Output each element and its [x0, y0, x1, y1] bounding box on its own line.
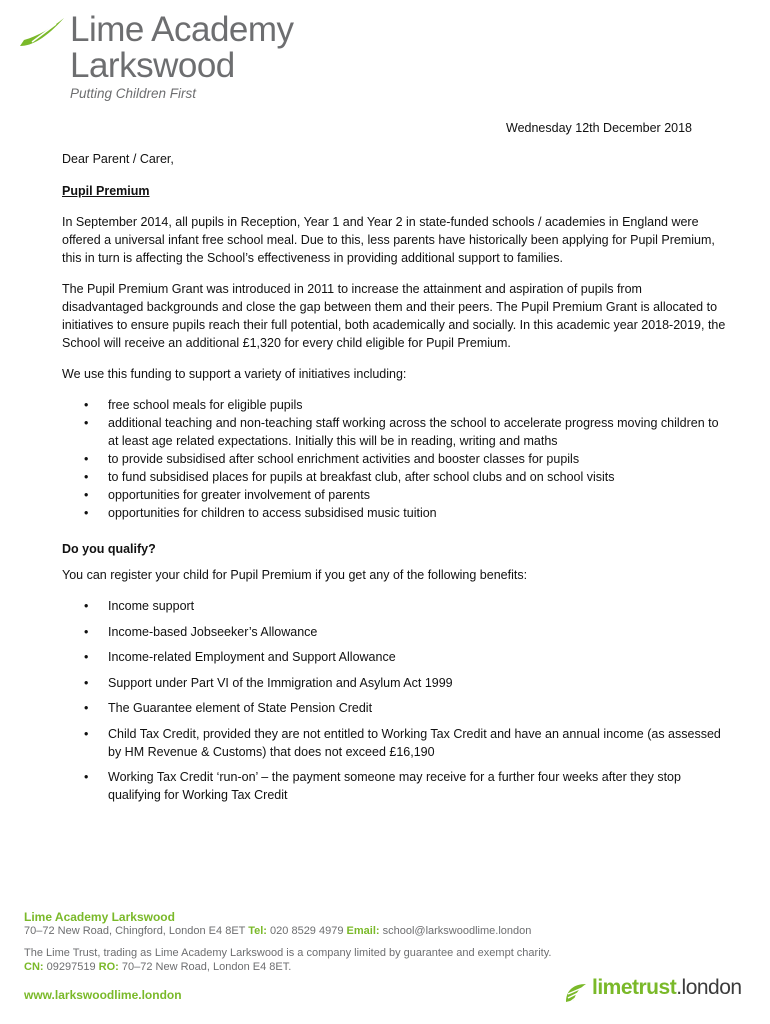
- limetrust-swirl-icon: [562, 980, 588, 1006]
- footer-ro-label: RO:: [98, 961, 119, 973]
- footer-contact-line: [24, 924, 764, 938]
- footer-website-link[interactable]: www.larkswoodlime.london: [24, 988, 182, 1002]
- list-item: • opportunities for greater involvement of parents: [62, 486, 726, 504]
- footer-tel: 020 8529 4979: [270, 925, 344, 937]
- limetrust-wordmark-suffix: .london: [676, 976, 742, 999]
- footer-registration-line: [24, 960, 764, 974]
- footer-ro: 70–72 New Road, London E4 8ET.: [121, 961, 292, 973]
- list-item: • Income-related Employment and Support Allowance: [62, 648, 726, 666]
- school-tagline: Putting Children First: [70, 86, 197, 101]
- letterhead: [18, 10, 358, 110]
- letter-date: Wednesday 12th December 2018: [506, 121, 692, 135]
- list-item: • to fund subsidised places for pupils at breakfast club, after school clubs and on school visits: [62, 468, 726, 486]
- footer-email-label: Email:: [346, 925, 380, 937]
- initiatives-list: [62, 396, 726, 522]
- footer-cn-label: CN:: [24, 961, 44, 973]
- list-item: • Support under Part VI of the Immigration and Asylum Act 1999: [62, 674, 726, 692]
- list-item: • Income support: [62, 597, 726, 615]
- letter-heading: Pupil Premium: [62, 184, 150, 198]
- list-item: • Child Tax Credit, provided they are not entitled to Working Tax Credit and have an annual income (as assessed by HM Revenue & Customs) that does not exceed £16,190: [62, 725, 726, 761]
- school-name-line1: Lime Academy: [70, 10, 294, 49]
- list-item: • additional teaching and non-teaching staff working across the school to accelerate progress moving children to at least age related expectations. Initially this will be in reading, writing and maths: [62, 414, 726, 450]
- qualify-heading: Do you qualify?: [62, 542, 156, 556]
- footer-address: 70–72 New Road, Chingford, London E4 8ET: [24, 925, 246, 937]
- list-item: • free school meals for eligible pupils: [62, 396, 726, 414]
- salutation: Dear Parent / Carer,: [62, 152, 174, 166]
- limetrust-wordmark: [592, 976, 742, 999]
- footer-tel-label: Tel:: [248, 925, 267, 937]
- school-name-line2: Larkswood: [70, 46, 235, 85]
- benefits-list: [62, 597, 726, 804]
- list-item: • The Guarantee element of State Pension Credit: [62, 699, 726, 717]
- school-name: [70, 12, 294, 84]
- limetrust-wordmark-main: limetrust: [592, 976, 677, 999]
- list-item: • opportunities for children to access subsidised music tuition: [62, 504, 726, 522]
- footer-cn: 09297519: [46, 961, 96, 973]
- footer-org-name: Lime Academy Larkswood: [24, 910, 175, 924]
- paragraph-3: We use this funding to support a variety of initiatives including:: [62, 367, 407, 381]
- qualify-intro: You can register your child for Pupil Premium if you get any of the following benefits:: [62, 568, 528, 582]
- footer-email[interactable]: school@larkswoodlime.london: [382, 925, 532, 937]
- list-item: • to provide subsidised after school enrichment activities and booster classes for pupils: [62, 450, 726, 468]
- letter-body: [62, 150, 726, 822]
- paragraph-1: In September 2014, all pupils in Reception, Year 1 and Year 2 in state-funded schools / academies in England were offered a universal infant free school meal. Due to this, less parents have historically been applying for Pupil Premium, this in turn is affecting the School’s effectiveness in providing additional support to families.: [62, 215, 715, 265]
- list-item: • Income-based Jobseeker’s Allowance: [62, 623, 726, 641]
- letter-footer: [24, 910, 764, 1002]
- list-item: • Working Tax Credit ‘run-on’ – the payment someone may receive for a further four weeks after they stop qualifying for Working Tax Credit: [62, 768, 726, 804]
- limetrust-logo: [562, 978, 762, 1008]
- footer-legal: The Lime Trust, trading as Lime Academy Larkswood is a company limited by guarantee and exempt charity.: [24, 947, 552, 959]
- leaf-logo-icon: [18, 16, 66, 52]
- paragraph-2: The Pupil Premium Grant was introduced in 2011 to increase the attainment and aspiration of pupils from disadvantaged backgrounds and close the gap between them and their peers. The Pupil Premium Grant is allocated to initiatives to ensure pupils reach their full potential, both academically and socially. In this academic year 2018-2019, the School will receive an additional £1,320 for every child eligible for Pupil Premium.: [62, 282, 726, 350]
